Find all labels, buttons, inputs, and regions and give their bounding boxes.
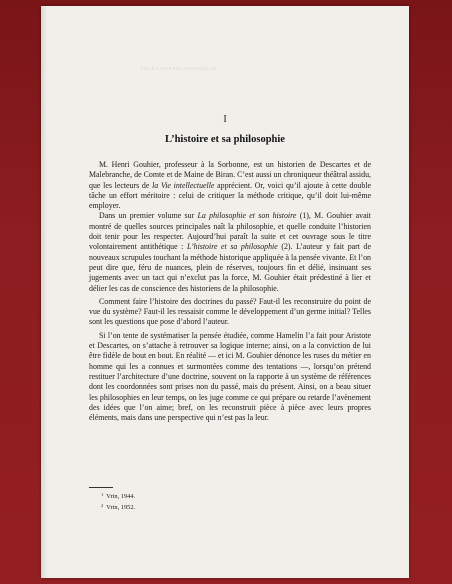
footnote-number: 2 — [101, 502, 104, 508]
footnote — [101, 502, 301, 513]
text-run: (1), M. Gouhier avait montré de quelles sources principales naît la philosophie, et quelle conduite l’historien doit tenir pour les respecter. Aujourd’hui paraît la suite et cet ouvrage sous le titre volontairement antithétique : — [89, 211, 371, 252]
text-run: (2). L’auteur y fait part de nouveaux scrupules touchant la méthode historique appliquée à la pensée vivante. Et l’on peut dire que, féru de nuances, plein de réserves, toujours fin et délié, insinuant ses jugements avec un tact qui n’exclut pas la force, M. Gouhier était prédestiné à lier et délier les cas de conscience des historiens de la philosophie. — [89, 242, 372, 293]
paragraph — [89, 297, 371, 328]
paragraph — [89, 160, 371, 211]
text-run: M. Henri Gouhier, professeur à la Sorbonne, est un historien de Descartes et de Malebranche, de Comte et de Maine de Biran. C’est aussi un chroniqueur théâtral assidu, que les lecteurs de — [89, 160, 371, 190]
book-page — [41, 6, 409, 578]
paragraph — [89, 331, 371, 424]
footnote-text: Vrin, 1944. — [106, 493, 136, 500]
text-run: Si l’on tente de systématiser la pensée étudiée, comme Hamelin l’a fait pour Aristote et Descartes, on s’attache à retrouver sa logique interne; ainsi, on a la conviction de lui être fidèle de bout en bout. En réalité — et ici M. Gouhier dénonce les ruses du métier en homme qui les a connues et surmontées comme des tentations —, lorsqu’on prétend restituer l’architecture d’une doctrine, souvent on la rapporte à un système de références dont les coordonnées sont prises non du passé, mais du présent. Ainsi, on a beau situer les philosophies en leur temps, on les juge comme ce qui prépare ou retarde l’avènement des idées que l’on aime; bref, on les reconstruit pièce à pièce avec leurs propres éléments, mais dans une perspective qui n’est pas la leur. — [89, 330, 371, 423]
paragraph — [89, 211, 371, 293]
italic-title-text: L’histoire et sa philosophie — [186, 242, 278, 252]
section-number: I — [223, 114, 227, 125]
footnote-rule — [89, 487, 113, 488]
section-title: L’histoire et sa philosophie — [165, 134, 285, 145]
italic-title-text: La philosophie et son histoire — [197, 211, 297, 221]
text-run: Comment faire l’histoire des doctrines du passé? Faut-il les reconstruire du point de vue du système? Faut-il les ressaisir comme le développement d’un germe initial? Telles sont les questions que pose d’abord l’auteur. — [89, 296, 371, 327]
text-run: Dans un premier volume sur — [99, 211, 198, 221]
footnote — [101, 491, 301, 502]
text-run: apprécient. Or, voici qu’il ajoute à cette double tâche un effort méritoire : celui de critiquer la méthode critique, qu’il doit lui-même employer. — [89, 180, 371, 211]
footnote-text: Vrin, 1952. — [106, 503, 136, 511]
running-head: LES ÉTUDES PHILOSOPHIQUES — [141, 66, 217, 71]
italic-title-text: la Vie intellectuelle — [152, 180, 215, 190]
body-text — [89, 160, 371, 423]
footnote-number: 1 — [101, 492, 104, 497]
footnotes — [101, 491, 301, 512]
